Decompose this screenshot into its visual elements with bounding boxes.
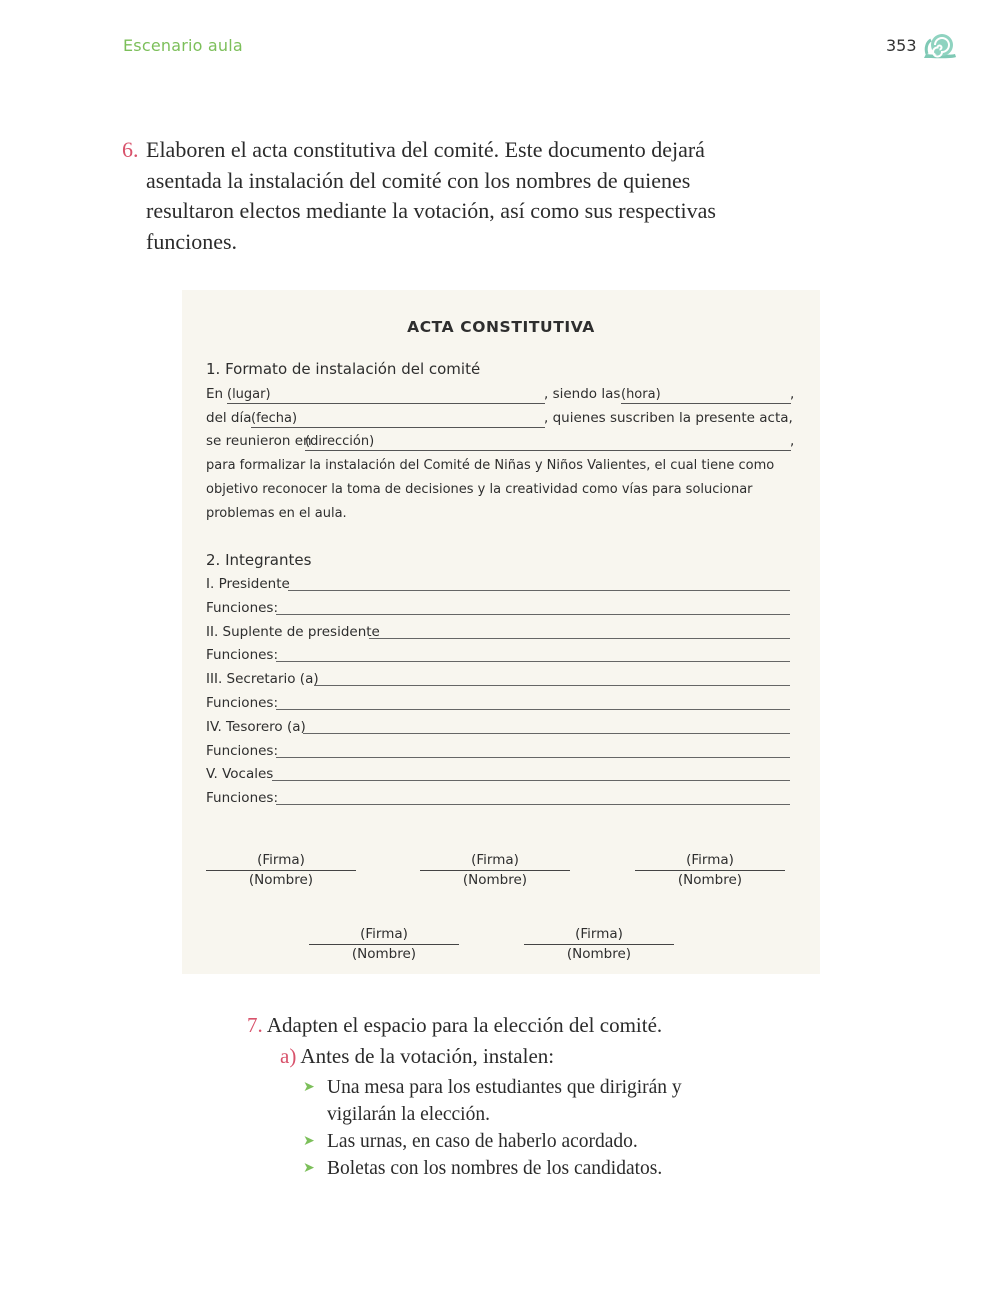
name-label: (Nombre): [248, 872, 314, 888]
signature-line: (Firma): [206, 851, 356, 871]
subitem-letter: a): [280, 1044, 297, 1068]
date-row: [206, 410, 793, 430]
snail-icon: [922, 30, 958, 62]
member-input-line[interactable]: [272, 780, 790, 781]
signature-block[interactable]: [635, 851, 785, 890]
signature-block[interactable]: [420, 851, 570, 890]
instruction-item-6: [122, 135, 722, 257]
member-row: [206, 719, 790, 739]
label-del-dia: del día: [206, 410, 252, 426]
member-input-line[interactable]: [276, 804, 790, 805]
signature-line: (Firma): [420, 851, 570, 871]
member-input-line[interactable]: [276, 661, 790, 662]
acta-constitutiva-form: [182, 290, 820, 974]
member-row: [206, 766, 790, 786]
signature-block[interactable]: [206, 851, 356, 890]
bullet-item: [303, 1074, 723, 1128]
member-input-line[interactable]: [369, 638, 790, 639]
item-text: Elaboren el acta constitutiva del comité. Este documento dejará asentada la instalación del comité con los nombres de quienes resultaron electos mediante la votación, así como sus respectivas funciones.: [146, 137, 716, 254]
bullet-item: [303, 1155, 723, 1182]
item-number: 7.: [247, 1013, 263, 1037]
name-label: (Nombre): [351, 946, 417, 962]
member-input-line[interactable]: [288, 590, 790, 591]
name-label: (Nombre): [566, 946, 632, 962]
direccion-field[interactable]: [305, 433, 791, 451]
comma: ,: [790, 386, 795, 402]
signature-line: (Firma): [524, 925, 674, 945]
member-row: [206, 576, 790, 596]
bullet-text: Una mesa para los estudiantes que dirigirán y vigilarán la elección.: [327, 1077, 682, 1125]
direccion-placeholder: (dirección): [305, 434, 375, 449]
signature-line: (Firma): [635, 851, 785, 871]
member-label: Funciones:: [206, 743, 279, 759]
subitem-text: Antes de la votación, instalen:: [300, 1044, 555, 1068]
member-row: [206, 743, 790, 763]
label-siendo-las: , siendo las: [544, 386, 621, 402]
member-input-line[interactable]: [314, 685, 790, 686]
hora-placeholder: (hora): [621, 387, 661, 402]
member-input-line[interactable]: [276, 757, 790, 758]
member-row: [206, 671, 790, 691]
subitem-a: [280, 1044, 554, 1069]
comma: ,: [790, 433, 795, 449]
member-row: [206, 600, 790, 620]
member-label: Funciones:: [206, 695, 279, 711]
section-2-title: 2. Integrantes: [206, 551, 312, 569]
hora-field[interactable]: [621, 386, 791, 404]
section-header: Escenario aula: [123, 36, 243, 55]
member-input-line[interactable]: [276, 709, 790, 710]
place-time-row: [206, 386, 795, 406]
section-1-title: 1. Formato de instalación del comité: [206, 360, 481, 378]
member-label: I. Presidente: [206, 576, 290, 592]
label-quienes: , quienes suscriben la presente acta,: [544, 410, 793, 426]
arrow-bullet-icon: ➤: [303, 1134, 315, 1149]
member-label: Funciones:: [206, 790, 279, 806]
signature-block[interactable]: [309, 925, 459, 964]
form-title: ACTA CONSTITUTIVA: [407, 318, 595, 336]
member-row: [206, 695, 790, 715]
signature-block[interactable]: [524, 925, 674, 964]
item-number: 6.: [122, 137, 139, 162]
address-row: [206, 433, 795, 453]
name-label: (Nombre): [462, 872, 528, 888]
label-se-reunieron: se reunieron en: [206, 433, 312, 449]
bullet-text: Las urnas, en caso de haberlo acordado.: [327, 1131, 638, 1152]
member-input-line[interactable]: [303, 733, 790, 734]
fecha-field[interactable]: [251, 410, 545, 428]
item-text: Adapten el espacio para la elección del comité.: [266, 1013, 663, 1037]
member-input-line[interactable]: [276, 614, 790, 615]
member-label: V. Vocales: [206, 766, 274, 782]
name-label: (Nombre): [677, 872, 743, 888]
page-number: 353: [886, 36, 917, 55]
lugar-placeholder: (lugar): [227, 387, 271, 402]
member-row: [206, 624, 790, 644]
instruction-item-7: [247, 1013, 662, 1038]
signature-line: (Firma): [309, 925, 459, 945]
fecha-placeholder: (fecha): [251, 411, 298, 426]
member-label: III. Secretario (a): [206, 671, 319, 687]
member-row: [206, 647, 790, 667]
member-row: [206, 790, 790, 810]
member-label: Funciones:: [206, 647, 279, 663]
lugar-field[interactable]: [227, 386, 545, 404]
arrow-bullet-icon: ➤: [303, 1080, 315, 1095]
member-label: IV. Tesorero (a): [206, 719, 306, 735]
member-label: Funciones:: [206, 600, 279, 616]
form-paragraph: para formalizar la instalación del Comité de Niñas y Niños Valientes, el cual tiene como objetivo reconocer la toma de decisiones y la creatividad como vías para solucionar problemas en el aula.: [206, 458, 775, 521]
bullet-text: Boletas con los nombres de los candidatos.: [327, 1158, 663, 1179]
member-label: II. Suplente de presidente: [206, 624, 380, 640]
label-en: En: [206, 386, 224, 402]
bullet-item: [303, 1128, 723, 1155]
arrow-bullet-icon: ➤: [303, 1161, 315, 1176]
